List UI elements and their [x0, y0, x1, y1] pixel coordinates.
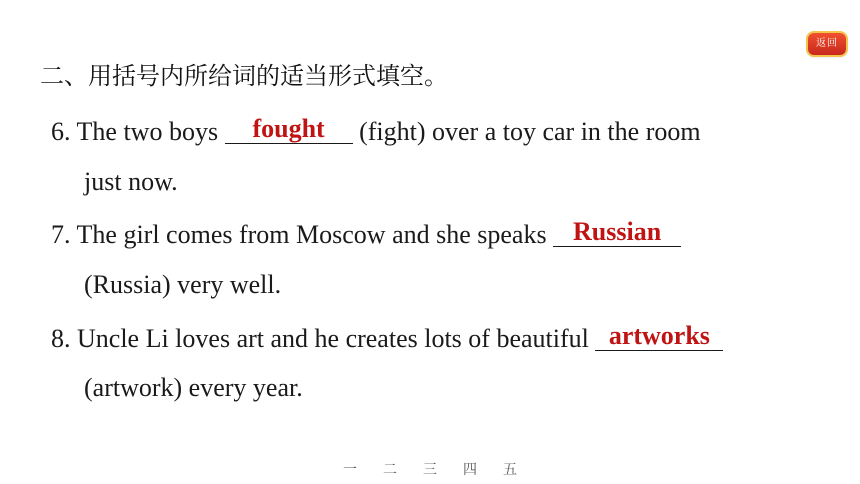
- section-title: 二、用括号内所给词的适当形式填空。: [40, 62, 448, 90]
- question-8-text-before: 8. Uncle Li loves art and he creates lots of beautiful: [51, 324, 596, 353]
- question-6-text-before: 6. The two boys: [51, 117, 225, 146]
- nav-item-1[interactable]: 一: [343, 462, 357, 478]
- back-button-label: 返回: [816, 38, 838, 49]
- question-6-line-1: [51, 113, 701, 149]
- question-7-line-1: [51, 216, 681, 252]
- question-7-text-before: 7. The girl comes from Moscow and she speaks: [51, 220, 554, 249]
- question-6-line-2: just now.: [84, 167, 178, 196]
- nav-item-4[interactable]: 四: [463, 462, 477, 478]
- question-6-answer-blank[interactable]: [225, 113, 353, 144]
- back-button[interactable]: [808, 33, 846, 55]
- section-nav: [0, 459, 860, 479]
- question-7-answer: Russian: [573, 217, 662, 246]
- nav-item-3[interactable]: 三: [423, 462, 437, 478]
- question-8-answer: artworks: [608, 321, 710, 350]
- question-7-line-2: (Russia) very well.: [84, 270, 282, 299]
- question-6-answer: fought: [252, 114, 325, 143]
- question-8-answer-blank[interactable]: [595, 320, 723, 351]
- question-6-text-after: (fight) over a toy car in the room: [352, 117, 701, 146]
- question-8-line-1: [51, 320, 723, 356]
- question-8-line-2: (artwork) every year.: [84, 373, 303, 402]
- nav-item-2[interactable]: 二: [383, 462, 397, 478]
- nav-item-5[interactable]: 五: [503, 462, 517, 478]
- question-7-answer-blank[interactable]: [553, 216, 681, 247]
